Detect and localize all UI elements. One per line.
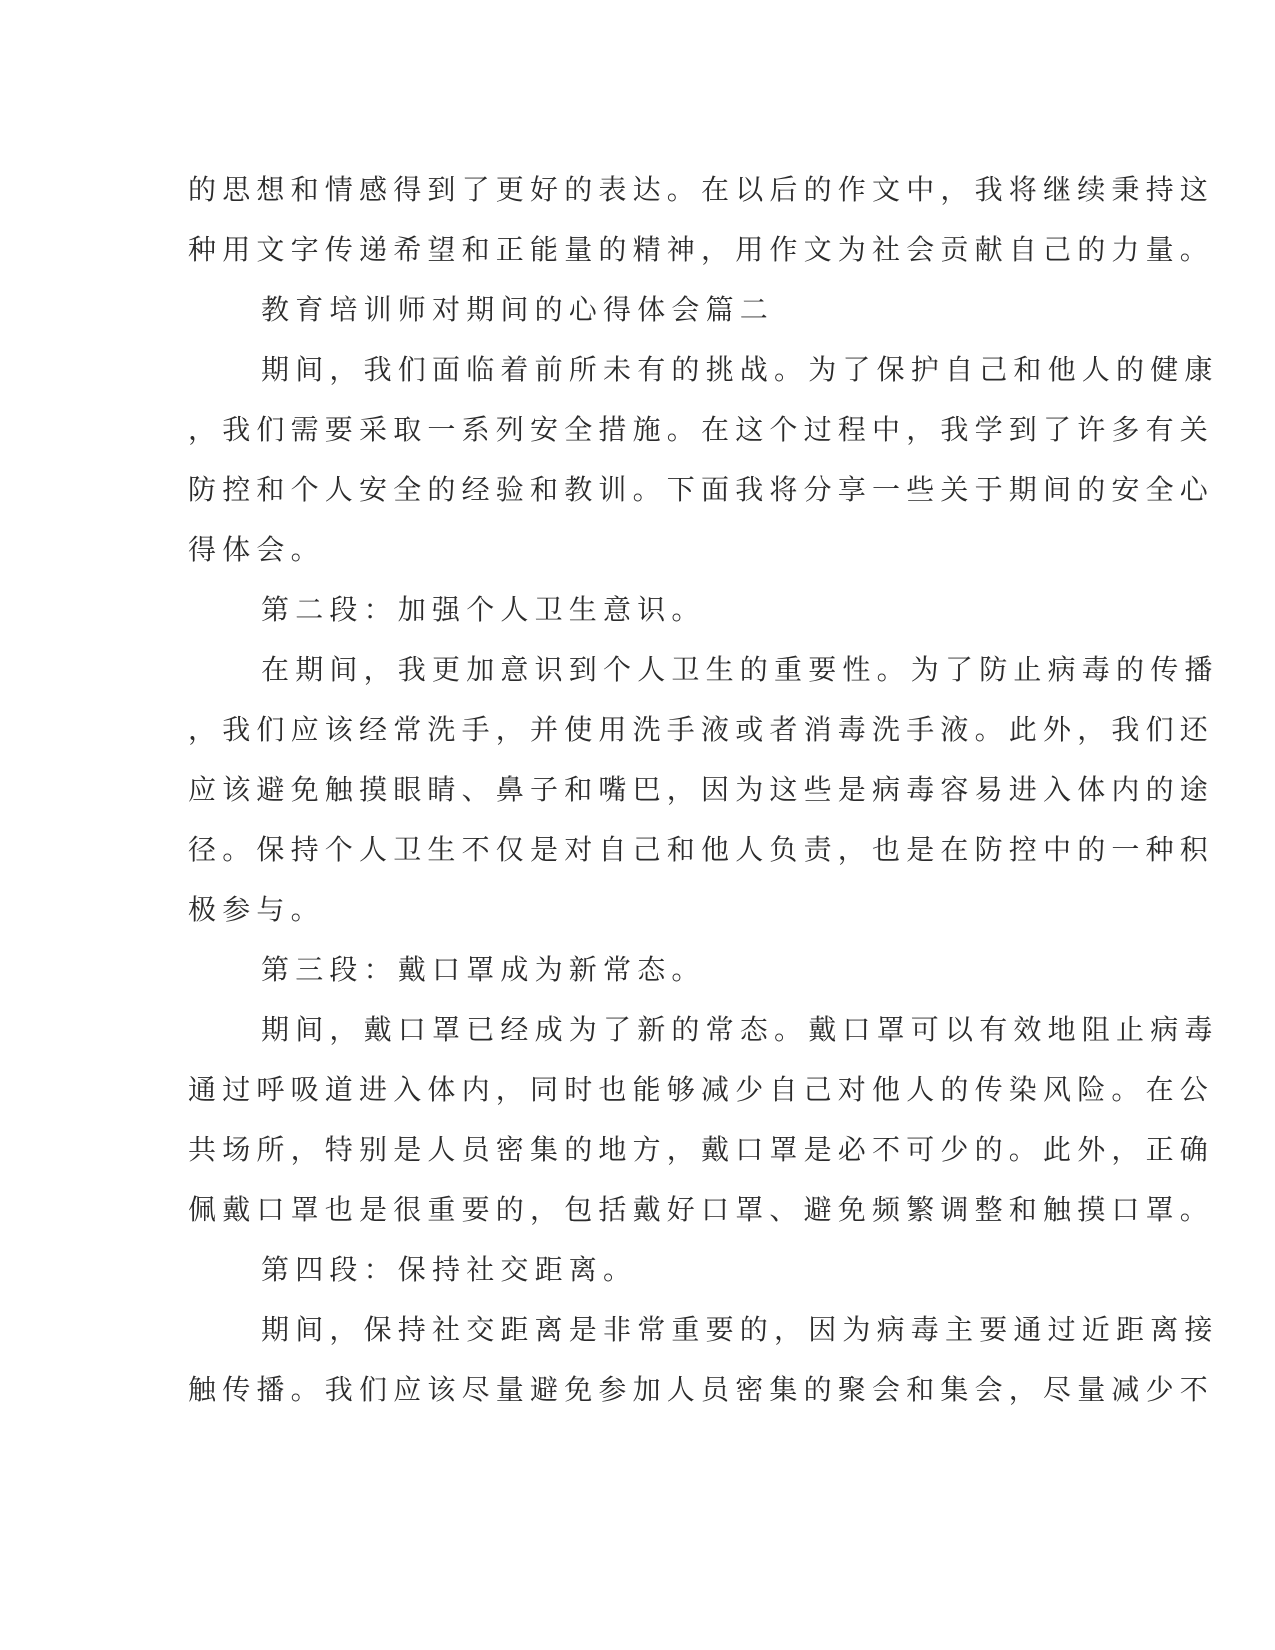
- section-title: 教育培训师对期间的心得体会篇二: [261, 293, 775, 326]
- text-line: 应该避免触摸眼睛、鼻子和嘴巴，因为这些是病毒容易进入体内的途: [188, 773, 1215, 806]
- text-line: ，我们需要采取一系列安全措施。在这个过程中，我学到了许多有关: [188, 413, 1215, 446]
- text-line: 在期间，我更加意识到个人卫生的重要性。为了防止病毒的传播: [261, 653, 1219, 686]
- text-line: 共场所，特别是人员密集的地方，戴口罩是必不可少的。此外，正确: [188, 1133, 1215, 1166]
- text-line: 极参与。: [188, 893, 325, 926]
- paragraph-heading: 第二段：加强个人卫生意识。: [261, 593, 706, 626]
- text-line: 通过呼吸道进入体内，同时也能够减少自己对他人的传染风险。在公: [188, 1073, 1215, 1106]
- text-line: 防控和个人安全的经验和教训。下面我将分享一些关于期间的安全心: [188, 473, 1215, 506]
- paragraph-heading: 第四段：保持社交距离。: [261, 1253, 638, 1286]
- text-line: 径。保持个人卫生不仅是对自己和他人负责，也是在防控中的一种积: [188, 833, 1215, 866]
- text-line: 得体会。: [188, 533, 325, 566]
- text-line: 期间，戴口罩已经成为了新的常态。戴口罩可以有效地阻止病毒: [261, 1013, 1219, 1046]
- text-line: 触传播。我们应该尽量避免参加人员密集的聚会和集会，尽量减少不: [188, 1373, 1215, 1406]
- text-line: ，我们应该经常洗手，并使用洗手液或者消毒洗手液。此外，我们还: [188, 713, 1215, 746]
- text-line: 期间，我们面临着前所未有的挑战。为了保护自己和他人的健康: [261, 353, 1219, 386]
- text-line: 的思想和情感得到了更好的表达。在以后的作文中，我将继续秉持这: [188, 173, 1215, 206]
- paragraph-heading: 第三段：戴口罩成为新常态。: [261, 953, 706, 986]
- text-line: 佩戴口罩也是很重要的，包括戴好口罩、避免频繁调整和触摸口罩。: [188, 1193, 1215, 1226]
- text-line: 种用文字传递希望和正能量的精神，用作文为社会贡献自己的力量。: [188, 233, 1215, 266]
- text-line: 期间，保持社交距离是非常重要的，因为病毒主要通过近距离接: [261, 1313, 1219, 1346]
- body-text: [188, 160, 1219, 1420]
